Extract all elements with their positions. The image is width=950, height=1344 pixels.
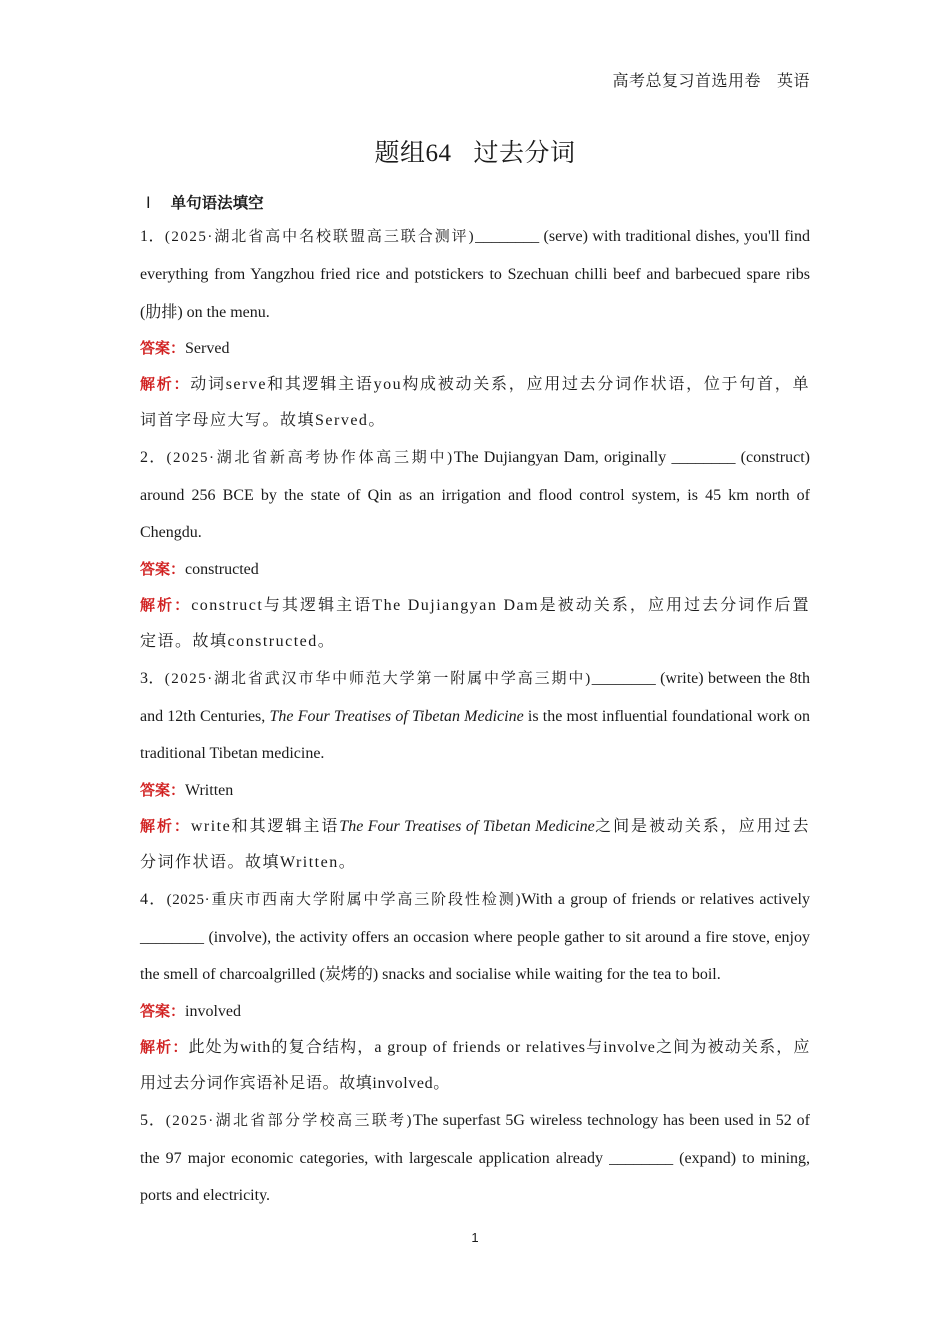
question-number: 3． [140, 669, 165, 687]
answer-blank: ________ [591, 669, 656, 687]
question-body-start: (write) between the 8th and 12th Centuries, [140, 669, 811, 726]
answer-line [140, 331, 810, 366]
question-body: (expand) to mining, ports and electricity. [140, 1149, 811, 1205]
question-2 [140, 439, 810, 660]
header-subject: 英语 [776, 73, 810, 90]
explanation-text-start: write和其逻辑主语 [190, 817, 340, 835]
question-source: (2025·湖北省高中名校联盟高三联合测评) [164, 229, 476, 245]
question-5 [140, 1102, 810, 1215]
question-1 [140, 218, 810, 439]
section-heading [140, 190, 810, 218]
question-source: (2025·湖北省部分学校高三联考) [165, 1112, 414, 1129]
explanation-text: 动词serve和其逻辑主语you构成被动关系，应用过去分词作状语，位于句首，单词首字母应大写。故填Served。 [140, 375, 810, 429]
question-number: 5． [140, 1111, 166, 1129]
answer-value: constructed [185, 560, 259, 578]
question-1-text [140, 218, 810, 331]
answer-value: Written [185, 781, 234, 799]
answer-line [140, 552, 810, 587]
page-title [0, 133, 950, 169]
explanation-text: 此处为with的复合结构，a group of friends or relatives与involve之间为被动关系，应用过去分词作宾语补足语。故填involved。 [140, 1038, 811, 1092]
answer-blank: ________ [671, 448, 736, 466]
question-source: (2025·湖北省新高考协作体高三期中) [166, 449, 454, 466]
answer-line [140, 773, 810, 808]
explanation-line [140, 1029, 810, 1102]
explanation-label: 解析： [140, 1037, 189, 1056]
explanation-line [140, 808, 810, 881]
question-4-text [140, 881, 810, 994]
answer-blank: ________ [609, 1149, 674, 1167]
question-body-start: The Dujiangyan Dam, originally [453, 448, 672, 466]
answer-blank: ________ [475, 228, 540, 245]
book-title: The Four Treatises of Tibetan Medicine [269, 708, 524, 726]
answer-label: 答案： [140, 559, 186, 578]
answer-value: Served [185, 339, 230, 357]
question-body: is the most influential foundational work on traditional Tibetan medicine. [140, 708, 811, 763]
explanation-label: 解析： [140, 595, 192, 614]
question-body-start: The superfast 5G wireless technology has been used in 52 of the 97 major economic categories, with largescale application already [140, 1111, 810, 1167]
question-body: (involve), the activity offers an occasion where people gather to sit around a fire stove, enjoy the smell of charcoalgrilled (炭烤的) snacks and socialise while waiting for the tea to boil. [140, 928, 810, 984]
title-group: 题组64 [374, 140, 452, 167]
explanation-text: 之间是被动关系，应用过去分词作状语。故填Written。 [140, 817, 810, 871]
question-source: (2025·湖北省武汉市华中师范大学第一附属中学高三期中) [164, 670, 592, 687]
question-source: (2025·重庆市西南大学附属中学高三阶段性检测) [166, 891, 522, 908]
question-2-text [140, 439, 810, 552]
question-body: (serve) with traditional dishes, you'll find everything from Yangzhou fried rice and potstickers to Szechuan chilli beef and barbecued spare ribs (肋排) on the menu. [140, 228, 810, 321]
answer-label: 答案： [140, 338, 186, 357]
question-number: 4． [140, 890, 167, 908]
explanation-line [140, 366, 810, 439]
running-header [612, 68, 810, 91]
answer-line [140, 994, 810, 1029]
answer-value: involved [185, 1002, 242, 1020]
exercise-content [140, 190, 810, 1214]
title-topic: 过去分词 [473, 140, 576, 167]
answer-label: 答案： [140, 1001, 186, 1020]
explanation-book-title: The Four Treatises of Tibetan Medicine [339, 817, 595, 835]
section-name: 单句语法填空 [170, 194, 264, 212]
explanation-label: 解析： [140, 374, 191, 393]
question-number: 1． [140, 228, 165, 245]
header-book-title: 高考总复习首选用卷 [612, 73, 761, 90]
question-3-text [140, 660, 810, 773]
explanation-line [140, 587, 810, 660]
answer-blank: ________ [140, 928, 204, 946]
question-number: 2． [140, 448, 167, 466]
question-3 [140, 660, 810, 881]
explanation-text: construct与其逻辑主语The Dujiangyan Dam是被动关系，应用过去分词作后置定语。故填constructed。 [140, 596, 810, 650]
answer-label: 答案： [140, 780, 186, 799]
page-number: 1 [471, 1230, 479, 1245]
question-5-text [140, 1102, 810, 1215]
question-4 [140, 881, 810, 1102]
explanation-label: 解析： [140, 816, 191, 835]
question-body: (construct) around 256 BCE by the state of Qin as an irrigation and flood control system, is 45 km north of Chengdu. [140, 448, 810, 542]
question-body-start: With a group of friends or relatives actively [521, 890, 810, 908]
section-number: Ⅰ [146, 195, 151, 212]
